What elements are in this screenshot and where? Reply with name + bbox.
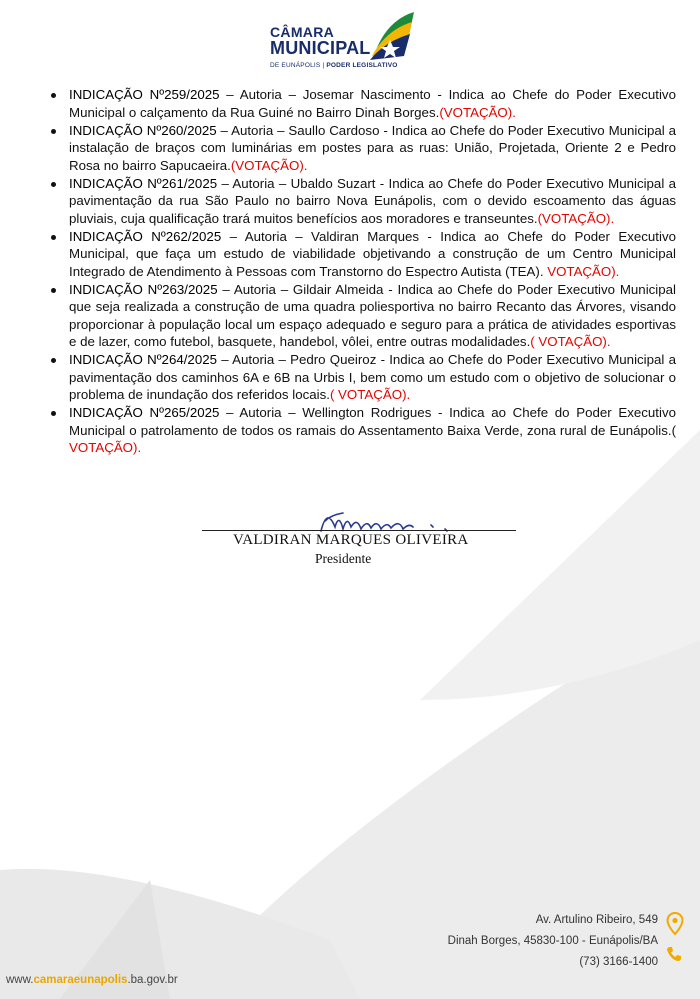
item-text: – Autoria – Wellington Rodrigues - Indica ao Chefe do Poder Executivo Municipal o patrolamento de todos os ramais do Assentamento Baixa Verde, zona rural de Eunápolis.( bbox=[69, 405, 676, 438]
list-item bbox=[48, 228, 676, 281]
location-pin-icon bbox=[666, 912, 684, 936]
item-code: INDICAÇÃO Nº260/2025 bbox=[69, 122, 217, 138]
indicacoes-list-container bbox=[48, 86, 676, 457]
list-item bbox=[48, 281, 676, 351]
logo-subtitle: DE EUNÁPOLIS | PODER LEGISLATIVO bbox=[270, 62, 398, 69]
bullet-icon bbox=[51, 358, 56, 363]
item-status: (VOTAÇÃO). bbox=[439, 104, 516, 120]
phone-number: (73) 3166-1400 bbox=[579, 956, 658, 968]
item-status: ( VOTAÇÃO). bbox=[329, 387, 411, 402]
list-item bbox=[48, 351, 676, 404]
bullet-icon bbox=[51, 411, 56, 416]
footer-icons bbox=[666, 912, 686, 962]
signature-line bbox=[202, 530, 516, 531]
item-code: INDICAÇÃO Nº259/2025 bbox=[69, 87, 220, 102]
logo-title-line1: CÂMARA bbox=[270, 24, 335, 40]
list-item bbox=[48, 175, 676, 228]
website-highlight: camaraeunapolis bbox=[33, 974, 128, 986]
logo-subtitle-right: PODER LEGISLATIVO bbox=[326, 62, 398, 69]
list-item bbox=[48, 122, 676, 175]
camara-logo bbox=[268, 10, 418, 76]
phone-icon bbox=[666, 946, 682, 962]
item-text: – Autoria – Josemar Nascimento - Indica ao Chefe do Poder Executivo Municipal o calçamento da Rua Guiné no Bairro Dinah Borges. bbox=[69, 87, 676, 120]
logo-subtitle-left: DE EUNÁPOLIS bbox=[270, 62, 321, 69]
logo-title-line2: MUNICIPAL bbox=[270, 38, 371, 58]
item-code: INDICAÇÃO Nº264/2025 bbox=[69, 352, 218, 367]
address-line-1: Av. Artulino Ribeiro, 549 bbox=[535, 914, 658, 926]
indicacoes-list bbox=[48, 86, 676, 457]
item-status: VOTAÇÃO). bbox=[547, 263, 620, 279]
item-code: INDICAÇÃO Nº262/2025 bbox=[69, 228, 222, 244]
website-prefix: www. bbox=[6, 974, 34, 986]
website-suffix: .ba.gov.br bbox=[127, 974, 178, 986]
item-status: ( VOTAÇÃO). bbox=[530, 334, 611, 349]
list-item bbox=[48, 86, 676, 121]
item-text: – Autoria – Gildair Almeida - Indica ao Chefe do Poder Executivo Municipal que seja realizada a construção de uma quadra poliesportiva no bairro Recanto das Árvores, visando proporcionar à população local um espaço adequado e seguro para a prática de atividades esportivas e de lazer, como futebol, basquete, handebol, vôlei, entre outras modalidades. bbox=[69, 281, 676, 349]
signature-block bbox=[198, 497, 518, 573]
list-item bbox=[48, 404, 676, 457]
bullet-icon bbox=[51, 288, 56, 293]
signatory-role: Presidente bbox=[315, 551, 372, 566]
item-text: – Autoria – Valdiran Marques - Indica ao Chefe do Poder Executivo Municipal, que faça um estudo de viabilidade objetivando a construção de um Centro Municipal Integrado de Atendimento à Pessoas com Transtorno do Espectro Autista (TEA). bbox=[69, 228, 676, 279]
item-code: INDICAÇÃO Nº261/2025 bbox=[69, 175, 218, 191]
footer-address bbox=[448, 910, 658, 973]
item-text: – Autoria – Pedro Queiroz - Indica ao Chefe do Poder Executivo Municipal a pavimentação dos caminhos 6A e 6B na Urbis I, bem como um estudo com o objetivo de solucionar o problema de inundação dos referidos locais. bbox=[69, 352, 676, 402]
item-code: INDICAÇÃO Nº263/2025 bbox=[69, 281, 218, 297]
bullet-icon bbox=[51, 93, 56, 98]
signatory-name: VALDIRAN MARQUES OLIVEIRA bbox=[233, 532, 469, 548]
address-line-2: Dinah Borges, 45830-100 - Eunápolis/BA bbox=[447, 935, 658, 947]
bullet-icon bbox=[51, 182, 56, 187]
logo-star-flag-icon bbox=[368, 10, 416, 62]
item-status: VOTAÇÃO). bbox=[69, 440, 142, 455]
item-code: INDICAÇÃO Nº265/2025 bbox=[69, 405, 220, 420]
item-text: – Autoria – Ubaldo Suzart - Indica ao Chefe do Poder Executivo Municipal a pavimentação da rua São Paulo no bairro Nova Eunápolis, com o devido escoamento das águas pluviais, cuja qualificação trará muitos benefícios aos moradores e transeuntes. bbox=[69, 175, 677, 226]
bullet-icon bbox=[51, 235, 56, 240]
item-status: (VOTAÇÃO). bbox=[230, 157, 308, 173]
item-status: (VOTAÇÃO). bbox=[537, 210, 615, 226]
bullet-icon bbox=[51, 129, 56, 134]
item-text: – Autoria – Saullo Cardoso - Indica ao Chefe do Poder Executivo Municipal a instalação de braços com luminárias em postes para as ruas: União, Projetada, Oriente 2 e Pedro Rosa no bairro Sapucaeira. bbox=[69, 122, 677, 173]
footer-website[interactable] bbox=[6, 974, 178, 986]
